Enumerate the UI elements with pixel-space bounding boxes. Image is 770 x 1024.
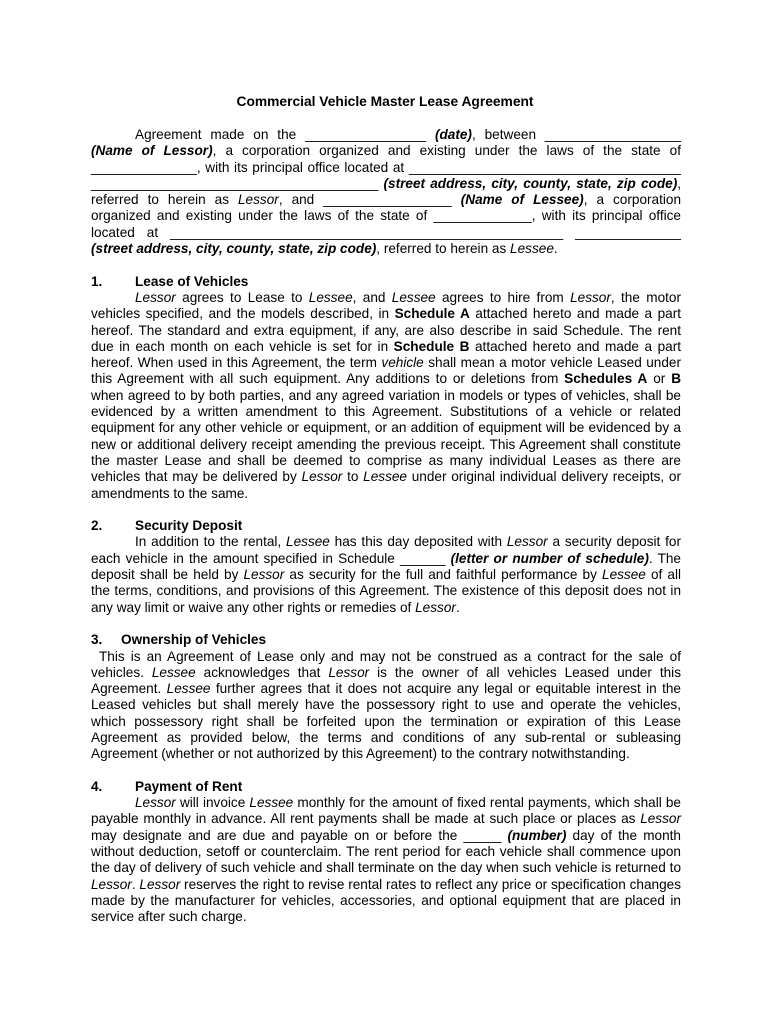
section-number: 3.: [91, 632, 103, 648]
section-1-heading: [91, 274, 681, 290]
term: vehicle: [381, 355, 424, 371]
text: day of the month without deduction, setoff or counterclaim. The rent period for each vehicle shall commence upon the day of delivery of such vehicle and shall terminate on the day when such vehicle is returned to: [91, 827, 681, 876]
text: , and: [352, 289, 392, 305]
lessee-term: Lessee: [510, 241, 554, 257]
text: monthly for the amount of fixed rental payments, which shall be payable monthly in advance. All rent payments shall be made at such place or places as: [91, 795, 681, 827]
section-1: [91, 274, 681, 502]
document-body: [91, 127, 681, 926]
text: when agreed to by both parties, and any agreed variation in models or types of vehicles, shall be evidenced by a written amendment to this Agreement. Substitutions of a vehicle or related equipment for any other vehicle or equipment, or an addition of equipment will be evidenced by a new or additional delivery receipt amending the previous receipt. This Agreement shall constitute the master Lease and shall be deemed to comprise as many individual Leases as there are vehicles that may be delivered by: [91, 387, 681, 485]
term: Lessee: [363, 469, 407, 485]
lessee-name-placeholder: (Name of Lessee): [460, 192, 584, 208]
intro-text: , a corporation organized and existing under the laws of the state of ______________, with its principal office located at ____________________________________ ______________________________________: [91, 143, 682, 191]
text: may designate and are due and payable on or before the _____: [91, 827, 508, 843]
intro-text: , and _________________: [278, 192, 461, 208]
term: Lessor: [243, 567, 285, 583]
term: Lessor: [570, 289, 611, 305]
intro-paragraph: [91, 127, 681, 257]
intro-text: .: [553, 241, 558, 257]
text: reserves the right to revise rental rates to reflect any price or specification changes made by the manufacturer for vehicles, accessories, and optional equipment that are placed in service after such charge.: [91, 876, 681, 925]
text: .: [455, 599, 460, 615]
text: will invoice: [175, 795, 250, 811]
section-3-body: [91, 649, 681, 763]
text: This is an Agreement of Lease only and may not be construed as a contract for the sale of vehicles.: [91, 648, 681, 680]
document-title: Commercial Vehicle Master Lease Agreement: [236, 94, 534, 109]
schedule-ref: Schedule B: [393, 338, 470, 354]
term: Lessor: [640, 811, 681, 827]
intro-text: , a corporation organized and existing under the laws of the state of _____________, with its principal office located at ____________________________________________________ ______________: [91, 192, 682, 240]
term: Lessor: [415, 599, 456, 615]
section-title: Payment of Rent: [135, 778, 243, 794]
text: a security deposit for each vehicle in the amount specified in Schedule ______: [91, 534, 682, 566]
text: agrees to Lease to: [175, 289, 309, 305]
term: Lessor: [328, 664, 370, 680]
text: under original individual delivery receipts, or amendments to the same.: [91, 469, 681, 501]
intro-text: , referred to herein as: [376, 241, 511, 257]
section-1-body: [91, 290, 681, 502]
text: has this day deposited with: [329, 534, 507, 550]
text: attached hereto and made a part hereof. The standard and extra equipment, if any, are also describe in said Schedule. The rent due in each month on each vehicle is set for in: [91, 306, 682, 354]
section-number: 4.: [91, 778, 103, 794]
term: Lessor: [91, 876, 132, 892]
section-4: [91, 779, 681, 926]
schedule-placeholder: (letter or number of schedule): [450, 550, 649, 566]
text: . The deposit shall be held by: [91, 550, 681, 583]
section-3: [91, 632, 681, 762]
schedule-ref: Schedules A: [564, 371, 648, 387]
term: Lessee: [286, 534, 330, 550]
term: Lessor: [301, 469, 343, 485]
term: Lessee: [249, 795, 294, 811]
text: further agrees that it does not acquire any legal or equitable interest in the Leased vehicles but shall merely have the possessory right to use and operate the vehicles, which possessory right shall be forfeited upon the termination or expiration of this Lease Agreement as provided below, the terms and conditions of any sub-rental or subleasing Agreement (whether or not authorized by this Agreement) to the contrary notwithstanding.: [91, 681, 681, 762]
section-4-heading: [91, 779, 681, 795]
section-2-body: [91, 534, 681, 615]
section-3-heading: [91, 632, 681, 648]
section-title: Lease of Vehicles: [135, 273, 249, 289]
section-title: Security Deposit: [135, 518, 243, 534]
section-2-heading: [91, 518, 681, 534]
lessor-name-placeholder: (Name of Lessor): [91, 143, 213, 159]
term: Lessee: [166, 681, 211, 697]
text: shall mean a motor vehicle Leased under this Agreement with all such equipment. Any additions to or deletions from: [91, 355, 681, 387]
text: agrees to hire from: [435, 289, 571, 305]
intro-text: , between __________________: [471, 127, 681, 142]
number-placeholder: (number): [507, 827, 567, 843]
intro-text: Agreement made on the ________________: [135, 127, 435, 142]
lessor-term: Lessor: [238, 192, 279, 208]
intro-text: , referred to herein as: [91, 175, 681, 208]
text: .: [131, 876, 140, 892]
lessee-address-placeholder: (street address, city, county, state, zip code): [91, 241, 377, 257]
lessor-address-placeholder: (street address, city, county, state, zip code): [383, 175, 678, 191]
text: attached hereto and made a part hereof. When used in this Agreement, the term: [91, 338, 682, 371]
section-number: 2.: [91, 518, 103, 534]
text: acknowledges that: [195, 664, 329, 680]
text: , the motor vehicles specified, and the models described, in: [91, 289, 681, 322]
text: is the owner of all vehicles Leased under this Agreement.: [91, 664, 681, 697]
text: In addition to the rental,: [135, 534, 287, 550]
text: or: [647, 371, 672, 387]
section-number: 1.: [91, 273, 103, 289]
term: Lessor: [506, 534, 548, 550]
date-placeholder: (date): [434, 127, 472, 142]
text: as security for the full and faithful performance by: [284, 567, 603, 583]
term: Lessor: [135, 289, 176, 305]
section-4-body: [91, 795, 681, 925]
term: Lessee: [151, 664, 196, 680]
section-title: Ownership of Vehicles: [121, 632, 267, 648]
text: to: [342, 469, 364, 485]
schedule-ref: Schedule A: [394, 306, 470, 322]
schedule-ref: B: [671, 371, 682, 387]
term: Lessor: [135, 795, 176, 811]
term: Lessee: [391, 289, 436, 305]
text: of all the terms, conditions, and provisions of this Agreement. The existence of this deposit does not in any way limit or waive any other rights or remedies of: [91, 567, 681, 615]
term: Lessor: [139, 876, 181, 892]
section-2: [91, 518, 681, 616]
term: Lessee: [602, 567, 646, 583]
term: Lessee: [308, 289, 353, 305]
